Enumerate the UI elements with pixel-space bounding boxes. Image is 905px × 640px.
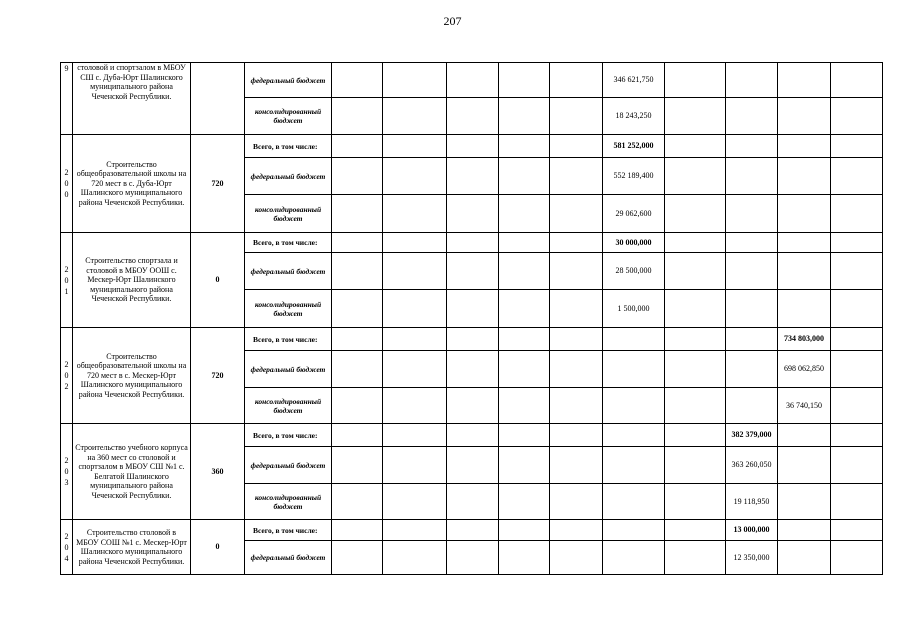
table-row (61, 424, 883, 447)
federal-budget-value: 363 260,050 (726, 447, 778, 484)
federal-budget-label: федеральный бюджет (245, 541, 332, 575)
table-row (61, 520, 883, 541)
object-description: Строительство столовой в МБОУ СОШ №1 с. Мескер-Юрт Шалинского муниципального района Чеченской Республики. (73, 520, 191, 575)
capacity-cell: 0 (191, 520, 245, 575)
total-value: 30 000,000 (603, 233, 665, 253)
consolidated-budget-label: консолидированный бюджет (245, 484, 332, 520)
total-label: Всего, в том числе: (245, 520, 332, 541)
row-number: 2 0 2 (61, 328, 73, 424)
object-description: Строительство спортзала и столовой в МБОУ ООШ с. Мескер-Юрт Шалинского муниципального района Чеченской Республики. (73, 233, 191, 328)
capacity-cell (191, 63, 245, 135)
table-row (61, 233, 883, 253)
row-number: 2 0 4 (61, 520, 73, 575)
federal-budget-value: 698 062,850 (778, 351, 831, 388)
capacity-cell: 720 (191, 135, 245, 233)
object-description: Строительство общеобразовательной школы на 720 мест в с. Мескер-Юрт Шалинского муниципального района Чеченской Республики. (73, 328, 191, 424)
capacity-cell: 360 (191, 424, 245, 520)
consolidated-budget-value: 29 062,600 (603, 195, 665, 233)
total-value: 734 803,000 (778, 328, 831, 351)
federal-budget-value: 346 621,750 (603, 63, 665, 98)
table-row (61, 63, 883, 98)
consolidated-budget-value: 36 740,150 (778, 388, 831, 424)
consolidated-budget-label: консолидированный бюджет (245, 98, 332, 135)
federal-budget-value: 28 500,000 (603, 253, 665, 290)
page-number: 207 (443, 14, 462, 28)
federal-budget-label: федеральный бюджет (245, 63, 332, 98)
capacity-cell: 720 (191, 328, 245, 424)
federal-budget-label: федеральный бюджет (245, 253, 332, 290)
consolidated-budget-label: консолидированный бюджет (245, 388, 332, 424)
table-row (61, 135, 883, 158)
total-value: 581 252,000 (603, 135, 665, 158)
total-value: 13 000,000 (726, 520, 778, 541)
total-label: Всего, в том числе: (245, 424, 332, 447)
consolidated-budget-label: консолидированный бюджет (245, 195, 332, 233)
row-number: 2 0 0 (61, 135, 73, 233)
object-description: Строительство общеобразовательной школы на 720 мест в с. Дуба-Юрт Шалинского муниципального района Чеченской Республики. (73, 135, 191, 233)
capacity-cell: 0 (191, 233, 245, 328)
row-number: 2 0 1 (61, 233, 73, 328)
total-label: Всего, в том числе: (245, 233, 332, 253)
federal-budget-label: федеральный бюджет (245, 351, 332, 388)
federal-budget-label: федеральный бюджет (245, 158, 332, 195)
total-label: Всего, в том числе: (245, 135, 332, 158)
consolidated-budget-value: 19 118,950 (726, 484, 778, 520)
row-number: 2 0 3 (61, 424, 73, 520)
row-number: 9 (61, 63, 73, 135)
total-label: Всего, в том числе: (245, 328, 332, 351)
consolidated-budget-value: 18 243,250 (603, 98, 665, 135)
object-description: Строительство учебного корпуса на 360 мест со столовой и спортзалом в МБОУ СШ №1 с. Белгатой Шалинского муниципального района Чеченской Республики. (73, 424, 191, 520)
federal-budget-value: 552 189,400 (603, 158, 665, 195)
object-description: столовой и спортзалом в МБОУ СШ с. Дуба-Юрт Шалинского муниципального района Чеченской Республики. (73, 63, 191, 135)
consolidated-budget-value: 1 500,000 (603, 290, 665, 328)
budget-table (60, 62, 883, 575)
table-row (61, 328, 883, 351)
total-value: 382 379,000 (726, 424, 778, 447)
federal-budget-value: 12 350,000 (726, 541, 778, 575)
consolidated-budget-label: консолидированный бюджет (245, 290, 332, 328)
federal-budget-label: федеральный бюджет (245, 447, 332, 484)
